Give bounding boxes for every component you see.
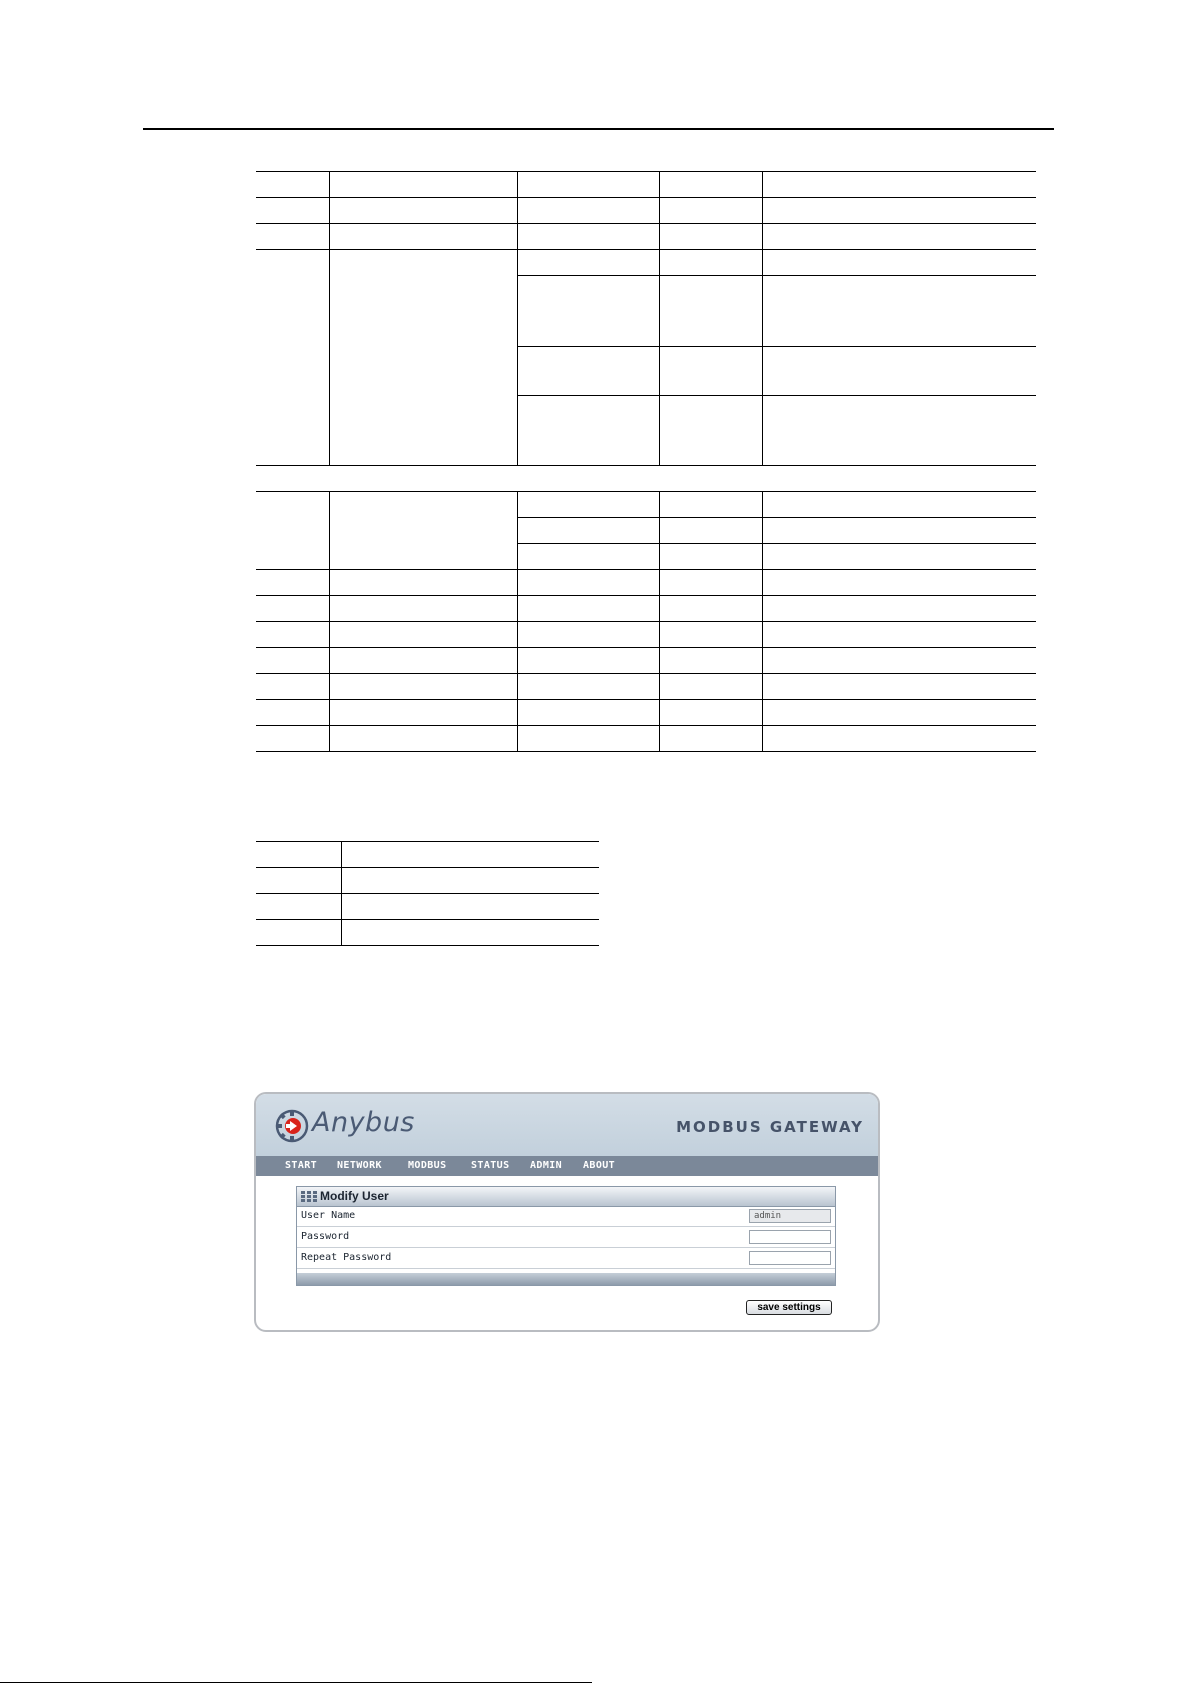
user-name-field[interactable]: admin [749,1209,831,1223]
nav-network[interactable]: NETWORK [337,1160,382,1171]
table-row [256,674,1036,700]
gateway-title: MODBUS GATEWAY [676,1118,864,1136]
nav-bar [256,1156,878,1176]
table-row [256,596,1036,622]
nav-about[interactable]: ABOUT [583,1160,616,1171]
footer-rule [0,1682,592,1683]
table-row [256,570,1036,596]
small-table [256,841,599,946]
repeat-password-field[interactable] [749,1251,831,1265]
screenshot-header [256,1094,878,1156]
table-row [256,198,1036,224]
panel-title: Modify User [320,1189,389,1203]
user-name-label: User Name [301,1210,356,1221]
grid-icon [301,1191,317,1202]
table-row [256,842,599,868]
password-label: Password [301,1231,350,1242]
table-row [256,920,599,946]
user-name-row [297,1206,835,1227]
table-row [256,224,1036,250]
table-row [256,648,1036,674]
brand-name: Anybus [312,1107,415,1138]
table-row [256,868,599,894]
anybus-screenshot [254,1092,880,1332]
header-rule [143,128,1054,130]
table-row [256,172,1036,198]
panel-title-bar [297,1187,835,1207]
nav-modbus[interactable]: MODBUS [408,1160,447,1171]
repeat-password-label: Repeat Password [301,1252,392,1263]
nav-status[interactable]: STATUS [471,1160,510,1171]
main-table [256,171,1036,752]
panel-footer [297,1273,835,1285]
nav-admin[interactable]: ADMIN [530,1160,563,1171]
table-row [256,492,1036,518]
modify-user-panel [296,1186,836,1286]
save-settings-button[interactable]: save settings [746,1300,832,1315]
table-row [256,894,599,920]
table-section-row [256,466,1036,492]
password-field[interactable] [749,1230,831,1244]
table-row [256,726,1036,752]
password-row [297,1227,835,1248]
anybus-logo-icon [274,1108,310,1144]
table-row [256,700,1036,726]
table-row [256,250,1036,276]
table-row [256,622,1036,648]
nav-start[interactable]: START [285,1160,318,1171]
repeat-password-row [297,1248,835,1269]
